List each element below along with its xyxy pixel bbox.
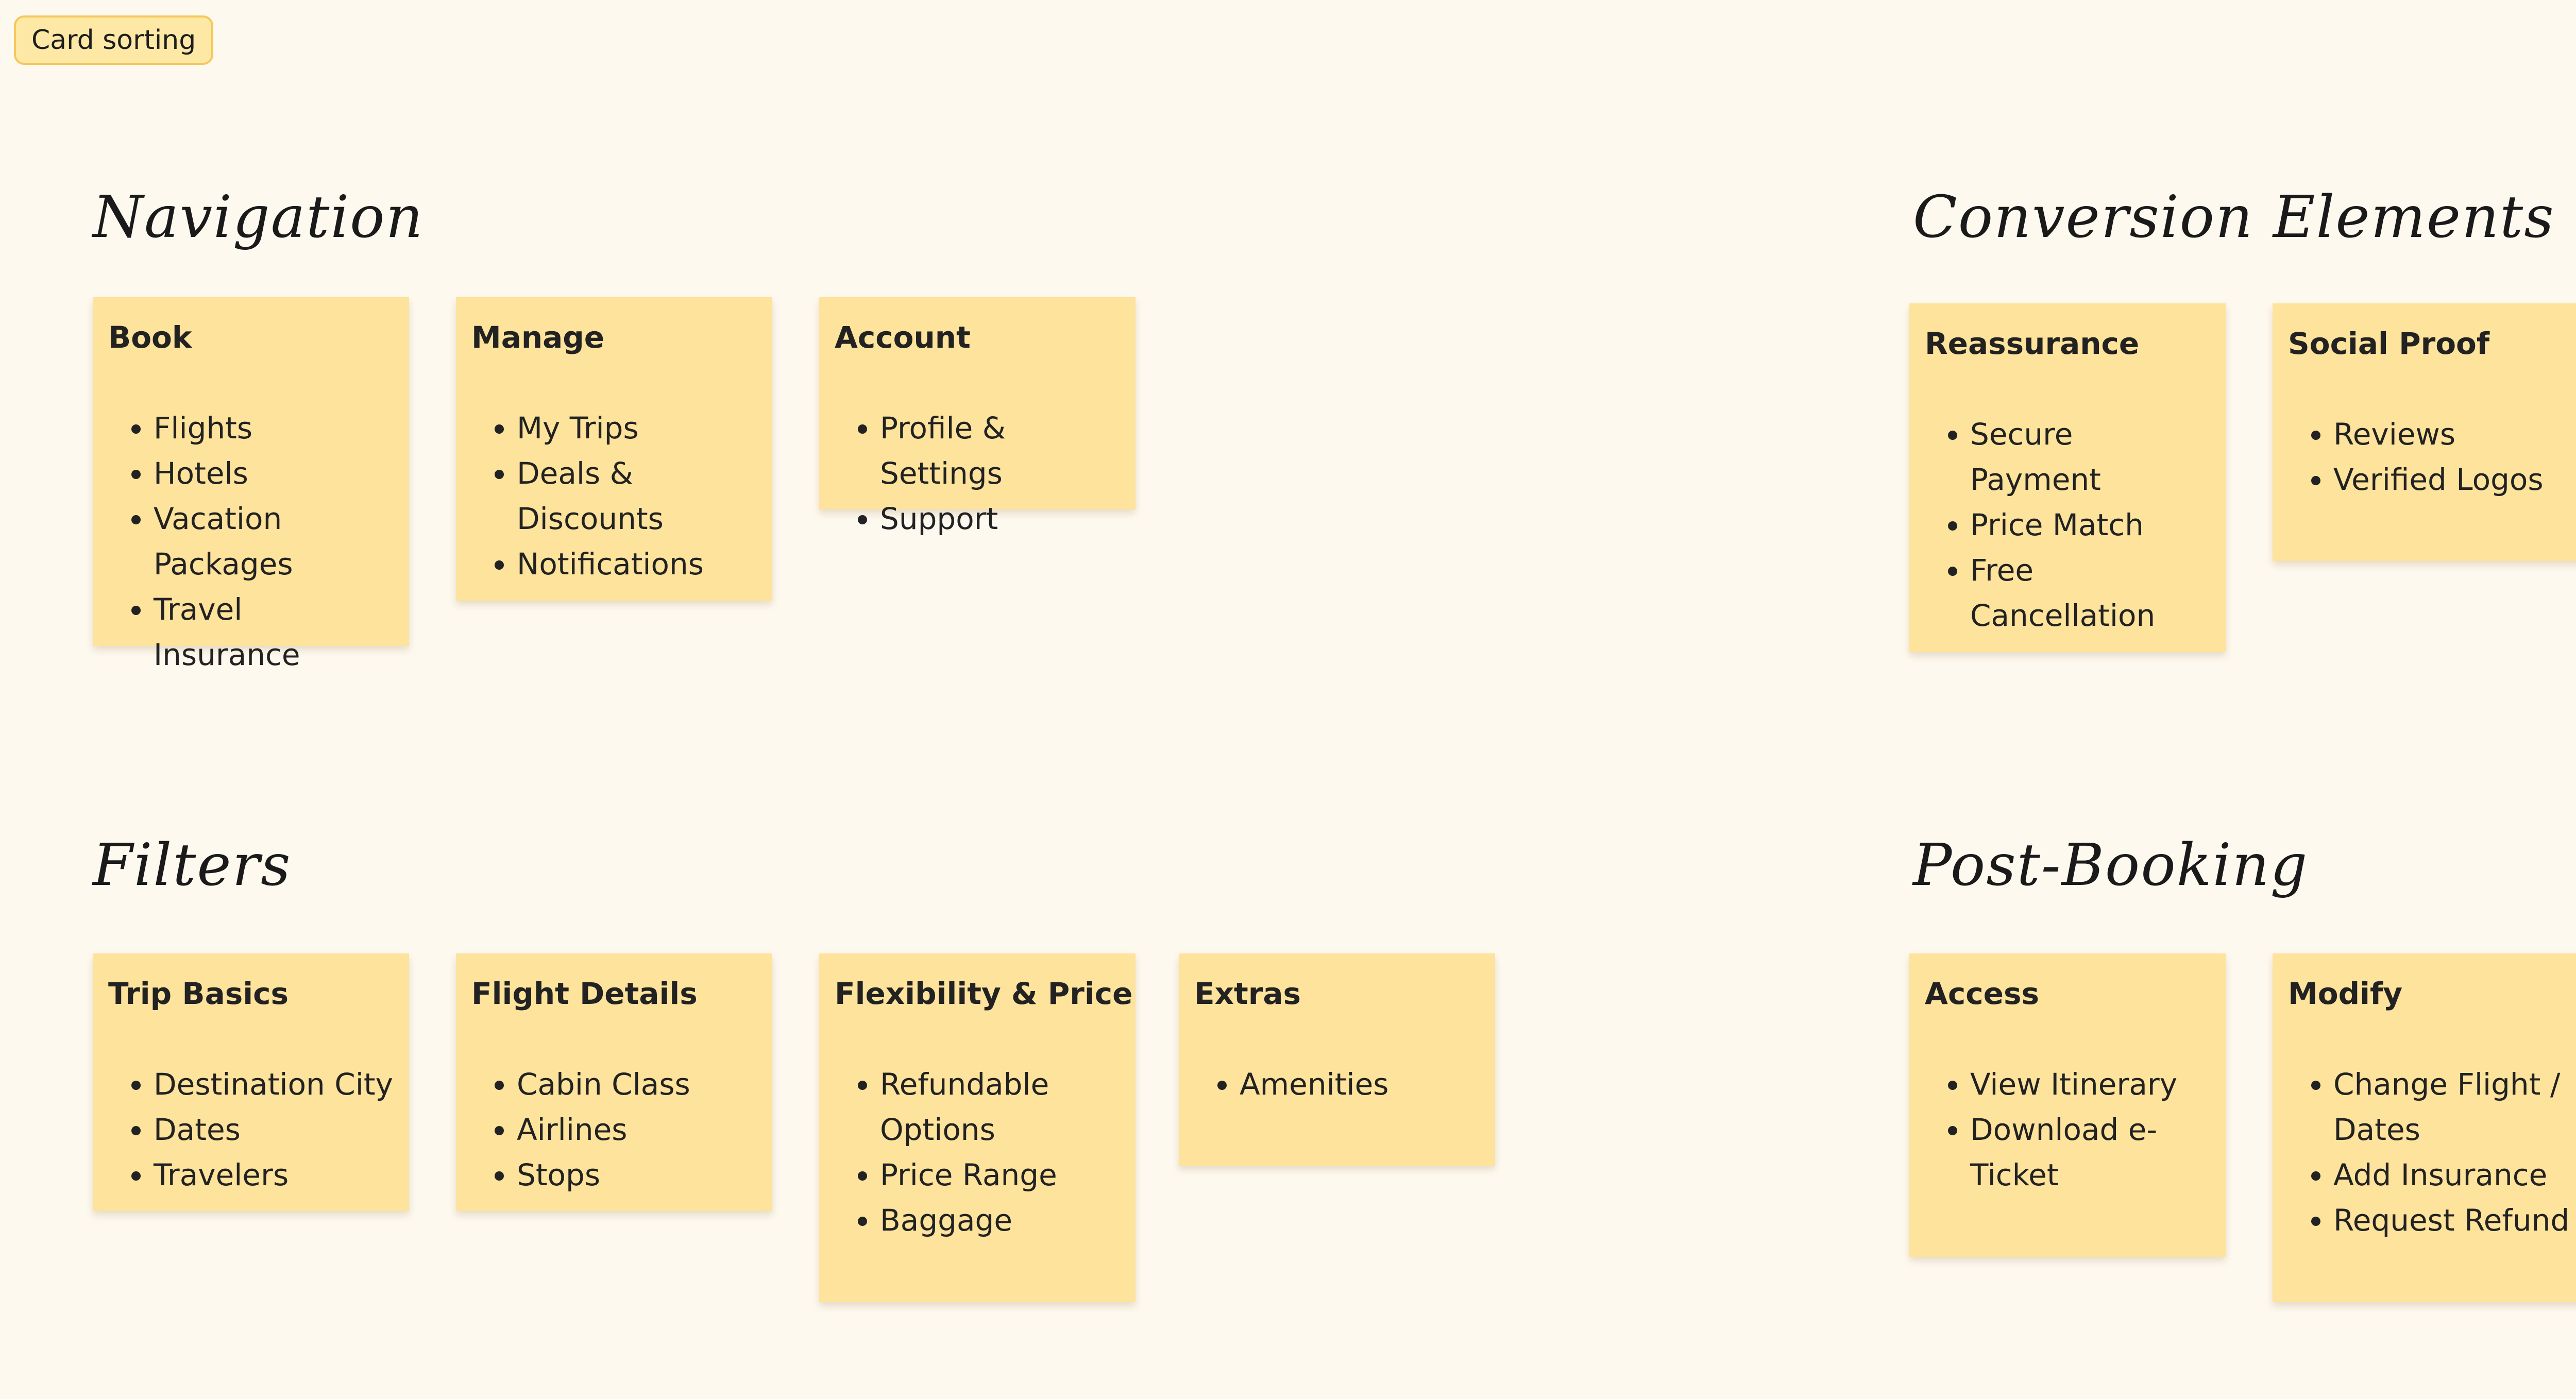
list-item: • Stops [517, 1152, 757, 1198]
board-label[interactable]: Card sorting [14, 15, 213, 65]
list-item: • Deals & Discounts [517, 451, 757, 541]
sticky-note-title: Account [835, 320, 971, 355]
list-item: • Profile & Settings [880, 405, 1120, 496]
sticky-note-list [1194, 1062, 1480, 1107]
sticky-note-access[interactable] [1909, 953, 2226, 1257]
sticky-note-trip-basics[interactable] [93, 953, 409, 1211]
section-title-filters: Filters [93, 832, 292, 899]
list-item: • Hotels [154, 451, 394, 496]
sticky-note-list [835, 405, 1120, 541]
list-item: • Price Range [880, 1152, 1120, 1198]
sticky-note-title: Modify [2288, 976, 2403, 1011]
list-item: • Reviews [2333, 412, 2573, 457]
sticky-note-account[interactable] [819, 297, 1136, 536]
sticky-note-list [471, 405, 757, 587]
list-item: • Flights [154, 405, 394, 451]
sticky-note-modify[interactable] [2273, 953, 2576, 1302]
list-item: • Download e-Ticket [1970, 1107, 2210, 1198]
sticky-note-manage[interactable] [456, 297, 772, 601]
sticky-note-social-proof[interactable] [2273, 303, 2576, 561]
sticky-note-flexibility-price[interactable] [819, 953, 1136, 1302]
list-item: • Price Match [1970, 502, 2210, 548]
list-item: • Change Flight / Dates [2333, 1062, 2573, 1152]
list-item: • Baggage [880, 1198, 1120, 1243]
list-item: • Amenities [1240, 1062, 1480, 1107]
list-item: • Destination City [154, 1062, 394, 1107]
sticky-note-title: Flight Details [471, 976, 698, 1011]
list-item: • Verified Logos [2333, 457, 2573, 502]
sticky-note-extras[interactable] [1179, 953, 1495, 1166]
sticky-note-title: Flexibility & Price [835, 976, 1133, 1011]
sticky-note-title: Trip Basics [108, 976, 289, 1011]
section-title-post-booking: Post-Booking [1913, 832, 2309, 899]
sticky-note-list [2288, 1062, 2573, 1243]
list-item: • Travel Insurance [154, 587, 394, 677]
list-item: • Travelers [154, 1152, 394, 1198]
sticky-note-flight-details[interactable] [456, 953, 772, 1211]
list-item: • My Trips [517, 405, 757, 451]
list-item: • Vacation Packages [154, 496, 394, 587]
list-item: • View Itinerary [1970, 1062, 2210, 1107]
sticky-note-list [108, 1062, 394, 1198]
list-item: • Support [880, 496, 1120, 541]
sticky-note-list [835, 1062, 1120, 1243]
sticky-note-book[interactable] [93, 297, 409, 672]
list-item: • Free Cancellation [1970, 548, 2210, 638]
list-item: • Notifications [517, 541, 757, 587]
sticky-note-list [1925, 412, 2210, 638]
section-title-navigation: Navigation [93, 184, 424, 251]
sticky-note-title: Social Proof [2288, 326, 2490, 361]
list-item: • Airlines [517, 1107, 757, 1152]
list-item: • Secure Payment [1970, 412, 2210, 502]
sticky-note-title: Extras [1194, 976, 1301, 1011]
sticky-note-title: Reassurance [1925, 326, 2140, 361]
sticky-note-list [2288, 412, 2573, 502]
list-item: • Cabin Class [517, 1062, 757, 1107]
list-item: • Refundable Options [880, 1062, 1120, 1152]
sticky-note-list [108, 405, 394, 677]
list-item: • Dates [154, 1107, 394, 1152]
section-title-conversion-elements: Conversion Elements [1913, 184, 2555, 251]
sticky-note-title: Access [1925, 976, 2040, 1011]
list-item: • Add Insurance [2333, 1152, 2573, 1198]
list-item: • Request Refund [2333, 1198, 2573, 1243]
sticky-note-reassurance[interactable] [1909, 303, 2226, 652]
sticky-note-title: Book [108, 320, 192, 355]
sticky-note-list [471, 1062, 757, 1198]
sticky-note-list [1925, 1062, 2210, 1198]
sticky-note-title: Manage [471, 320, 605, 355]
